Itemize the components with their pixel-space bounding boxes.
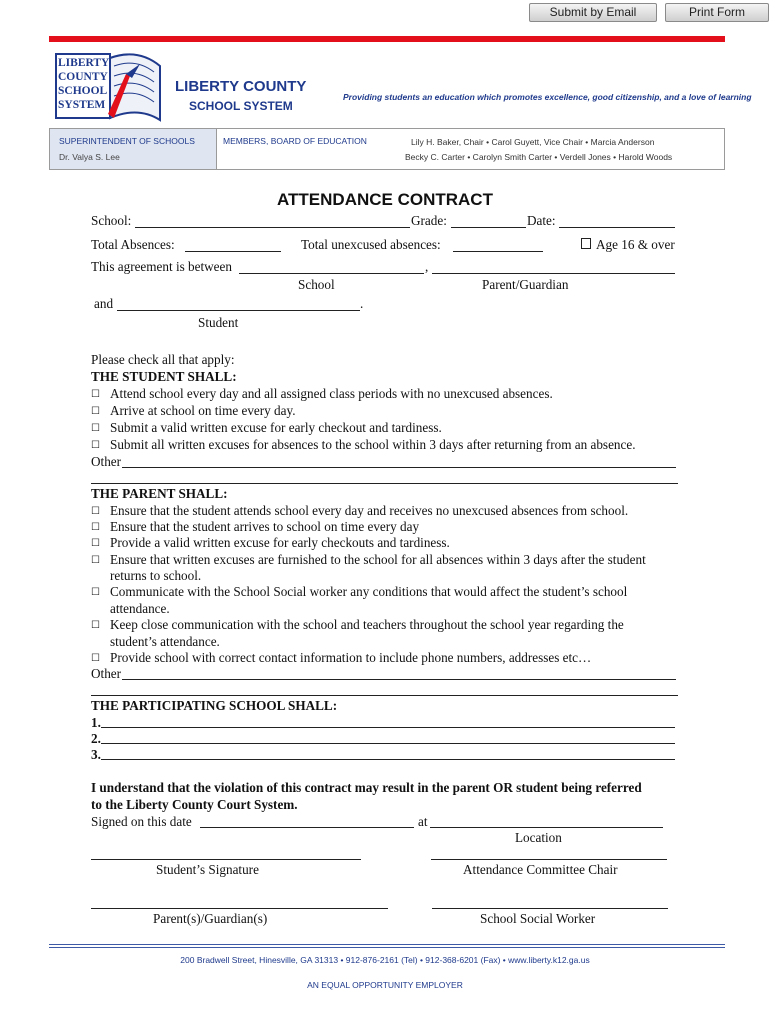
parent-item-checkbox[interactable]: ☐ (91, 538, 100, 549)
print-form-button[interactable]: Print Form (665, 3, 769, 22)
superintendent-name: Dr. Valya S. Lee (59, 152, 120, 162)
parent-item-checkbox[interactable]: ☐ (91, 587, 100, 598)
agreement-label: This agreement is between (91, 259, 232, 274)
location-field[interactable] (430, 827, 663, 828)
school-caption: School (298, 277, 335, 292)
social-worker-signature-field[interactable] (432, 908, 668, 909)
court-notice-line2: to the Liberty County Court System. (91, 797, 298, 812)
committee-chair-caption: Attendance Committee Chair (463, 862, 618, 877)
org-name-line1: LIBERTY COUNTY (175, 78, 307, 95)
student-item-checkbox[interactable]: ☐ (91, 406, 100, 417)
footer-address: 200 Bradwell Street, Hinesville, GA 31313 • 912-876-2161 (Tel) • 912-368-6201 (Fax) • www.liberty.k12.ga.us (180, 955, 590, 965)
agreement-comma: , (425, 259, 429, 274)
submit-by-email-button[interactable]: Submit by Email (529, 3, 657, 22)
total-absences-field[interactable] (185, 251, 281, 252)
parent-signature-caption: Parent(s)/Guardian(s) (153, 911, 268, 926)
date-field[interactable] (559, 227, 675, 228)
school-section-heading: THE PARTICIPATING SCHOOL SHALL: (91, 698, 338, 713)
school-label: School: (91, 213, 132, 228)
agreement-parent-field[interactable] (432, 273, 675, 274)
agreement-school-field[interactable] (239, 273, 424, 274)
student-other-field[interactable] (122, 467, 676, 468)
unexcused-absences-label: Total unexcused absences: (301, 237, 441, 252)
social-worker-caption: School Social Worker (480, 911, 596, 926)
court-notice-line1: I understand that the violation of this contract may result in the parent OR student being referred (91, 780, 642, 795)
parent-item: Ensure that the student attends school every day and receives no unexcused absences from school. (110, 503, 629, 518)
grade-label: Grade: (411, 213, 447, 228)
parent-item-checkbox[interactable]: ☐ (91, 620, 100, 631)
school-item-field[interactable] (101, 727, 675, 728)
parent-other-field-line2[interactable] (91, 695, 678, 696)
parent-item: Provide a valid written excuse for early checkouts and tardiness. (110, 535, 450, 550)
parent-item-checkbox[interactable]: ☐ (91, 522, 100, 533)
student-field-period: . (360, 296, 364, 311)
unexcused-absences-field[interactable] (453, 251, 543, 252)
at-label: at (418, 814, 428, 829)
parent-item: Communicate with the School Social worker any conditions that would affect the student’s school (110, 584, 628, 599)
signed-date-label: Signed on this date (91, 814, 192, 829)
age-16-label: Age 16 & over (596, 237, 675, 252)
parent-item-checkbox[interactable]: ☐ (91, 653, 100, 664)
student-item-checkbox[interactable]: ☐ (91, 423, 100, 434)
location-caption: Location (515, 830, 562, 845)
school-item-number: 3. (91, 747, 101, 762)
board-info-box (49, 128, 725, 170)
school-field[interactable] (135, 227, 410, 228)
student-item: Attend school every day and all assigned class periods with no unexcused absences. (110, 386, 553, 401)
equal-opportunity-text: AN EQUAL OPPORTUNITY EMPLOYER (307, 980, 463, 990)
parent-other-label: Other (91, 666, 122, 681)
student-other-label: Other (91, 454, 122, 469)
check-all-instruction: Please check all that apply: (91, 352, 235, 367)
parent-item: Provide school with correct contact information to include phone numbers, addresses etc… (110, 650, 592, 665)
footer-rule (49, 947, 725, 948)
parent-item-checkbox[interactable]: ☐ (91, 555, 100, 566)
signed-date-field[interactable] (200, 827, 414, 828)
school-logo (48, 48, 164, 124)
total-absences-label: Total Absences: (91, 237, 175, 252)
parent-guardian-caption: Parent/Guardian (482, 277, 569, 292)
date-label: Date: (527, 213, 556, 228)
and-label: and (94, 296, 114, 311)
header-accent-bar (49, 36, 725, 42)
school-item-field[interactable] (101, 759, 675, 760)
board-members-line2: Becky C. Carter • Carolyn Smith Carter • Verdell Jones • Harold Woods (405, 152, 673, 162)
parent-section-heading: THE PARENT SHALL: (91, 486, 228, 501)
parent-signature-field[interactable] (91, 908, 388, 909)
grade-field[interactable] (451, 227, 526, 228)
superintendent-label: SUPERINTENDENT OF SCHOOLS (59, 136, 195, 146)
student-item: Submit a valid written excuse for early checkout and tardiness. (110, 420, 442, 435)
committee-chair-signature-field[interactable] (431, 859, 667, 860)
parent-item: Ensure that the student arrives to school on time every day (110, 519, 420, 534)
school-item-field[interactable] (101, 743, 675, 744)
board-members-line1: Lily H. Baker, Chair • Carol Guyett, Vice Chair • Marcia Anderson (411, 137, 655, 147)
footer-rule (49, 944, 725, 945)
org-name-line2: SCHOOL SYSTEM (189, 99, 293, 113)
parent-item-checkbox[interactable]: ☐ (91, 506, 100, 517)
student-item-checkbox[interactable]: ☐ (91, 389, 100, 400)
student-item-checkbox[interactable]: ☐ (91, 440, 100, 451)
student-caption: Student (198, 315, 239, 330)
student-signature-field[interactable] (91, 859, 361, 860)
school-item-number: 2. (91, 731, 101, 746)
school-item-number: 1. (91, 715, 101, 730)
logo-lettering: LIBERTY COUNTY SCHOOL SYSTEM (58, 57, 110, 111)
parent-item-continued: attendance. (110, 601, 170, 616)
parent-other-field[interactable] (122, 679, 676, 680)
student-section-heading: THE STUDENT SHALL: (91, 369, 237, 384)
student-item: Arrive at school on time every day. (110, 403, 296, 418)
form-title: ATTENDANCE CONTRACT (277, 190, 493, 209)
parent-item: Ensure that written excuses are furnished to the school for all absences within 3 days after the student (110, 552, 646, 567)
student-signature-caption: Student’s Signature (156, 862, 259, 877)
board-label: MEMBERS, BOARD OF EDUCATION (223, 136, 367, 146)
tagline: Providing students an education which promotes excellence, good citizenship, and a love of learning (343, 92, 752, 102)
parent-item: Keep close communication with the school and teachers throughout the school year regarding the (110, 617, 624, 632)
student-item: Submit all written excuses for absences to the school within 3 days after returning from an absence. (110, 437, 636, 452)
parent-item-continued: student’s attendance. (110, 634, 220, 649)
agreement-student-field[interactable] (117, 310, 360, 311)
student-other-field-line2[interactable] (91, 483, 678, 484)
parent-item-continued: returns to school. (110, 568, 202, 583)
age-16-checkbox[interactable] (581, 238, 591, 249)
